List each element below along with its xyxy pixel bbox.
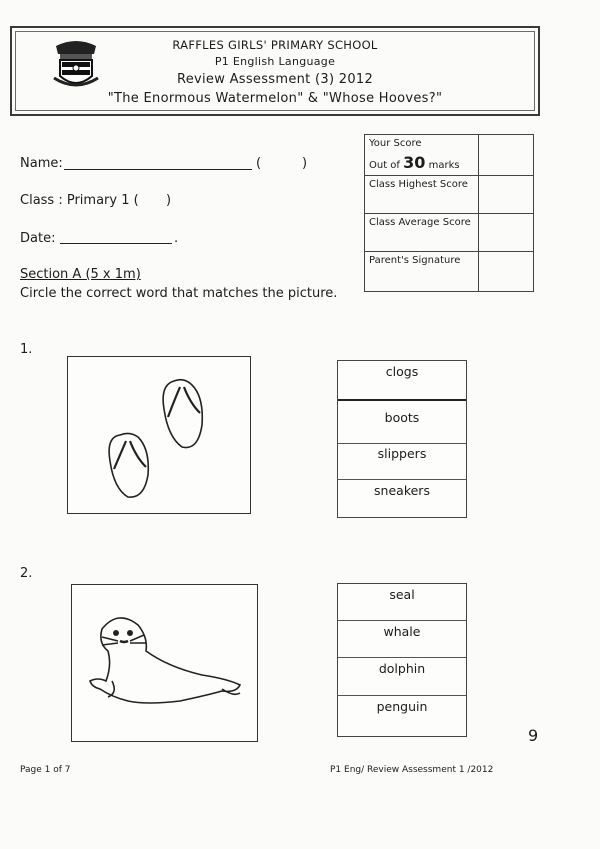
slippers-icon — [68, 357, 250, 513]
date-dot: . — [174, 231, 179, 246]
class-average-label: Class Average Score — [365, 214, 479, 252]
class-highest-label: Class Highest Score — [365, 176, 479, 214]
out-of-prefix: Out of — [369, 160, 400, 171]
word-options — [337, 360, 467, 518]
question-number: 1. — [20, 342, 33, 357]
question-number: 2. — [20, 566, 33, 581]
page-number: Page 1 of 7 — [20, 765, 71, 775]
name-label: Name: — [20, 156, 63, 171]
option-word[interactable]: penguin — [376, 699, 428, 714]
score-table — [364, 134, 534, 292]
section-instruction: Circle the correct word that matches the picture. — [20, 286, 338, 301]
class-highest-value[interactable] — [479, 176, 534, 214]
question-picture — [71, 584, 258, 742]
out-of-label — [369, 153, 474, 172]
school-crest-icon — [50, 38, 102, 92]
margin-mark: 9 — [528, 726, 539, 745]
option-word[interactable]: clogs — [385, 364, 419, 379]
option-word[interactable]: whale — [383, 624, 421, 639]
parent-signature-value[interactable] — [479, 252, 534, 292]
option-word[interactable]: seal — [389, 587, 415, 602]
option-word[interactable]: boots — [384, 410, 420, 425]
name-field[interactable] — [64, 169, 252, 170]
subject: P1 English Language — [214, 55, 336, 68]
your-score-cell — [365, 135, 479, 176]
out-of-number: 30 — [403, 153, 426, 172]
name-paren-close: ) — [302, 156, 308, 171]
date-field[interactable] — [60, 243, 172, 244]
parent-signature-label: Parent's Signature — [365, 252, 479, 292]
option-word[interactable]: sneakers — [374, 483, 430, 498]
school-name: RAFFLES GIRLS' PRIMARY SCHOOL — [172, 38, 378, 52]
story-titles: "The Enormous Watermelon" & "Whose Hooves?" — [107, 91, 443, 106]
name-paren-open: ( — [256, 156, 262, 171]
class-average-value[interactable] — [479, 214, 534, 252]
your-score-value[interactable] — [479, 135, 534, 176]
date-label: Date: — [20, 231, 56, 246]
seal-icon — [72, 585, 257, 741]
class-paren-close: ) — [166, 193, 172, 208]
document-code: P1 Eng/ Review Assessment 1 /2012 — [330, 765, 494, 775]
option-word[interactable]: slippers — [377, 446, 427, 461]
section-title: Section A (5 x 1m) — [20, 267, 141, 282]
your-score-label: Your Score — [369, 138, 422, 149]
assessment-title: Review Assessment (3) 2012 — [176, 72, 374, 87]
word-options — [337, 583, 467, 737]
out-of-suffix: marks — [428, 160, 460, 171]
question-picture — [67, 356, 251, 514]
option-word[interactable]: dolphin — [378, 661, 426, 676]
class-label: Class : Primary 1 ( — [20, 193, 139, 208]
